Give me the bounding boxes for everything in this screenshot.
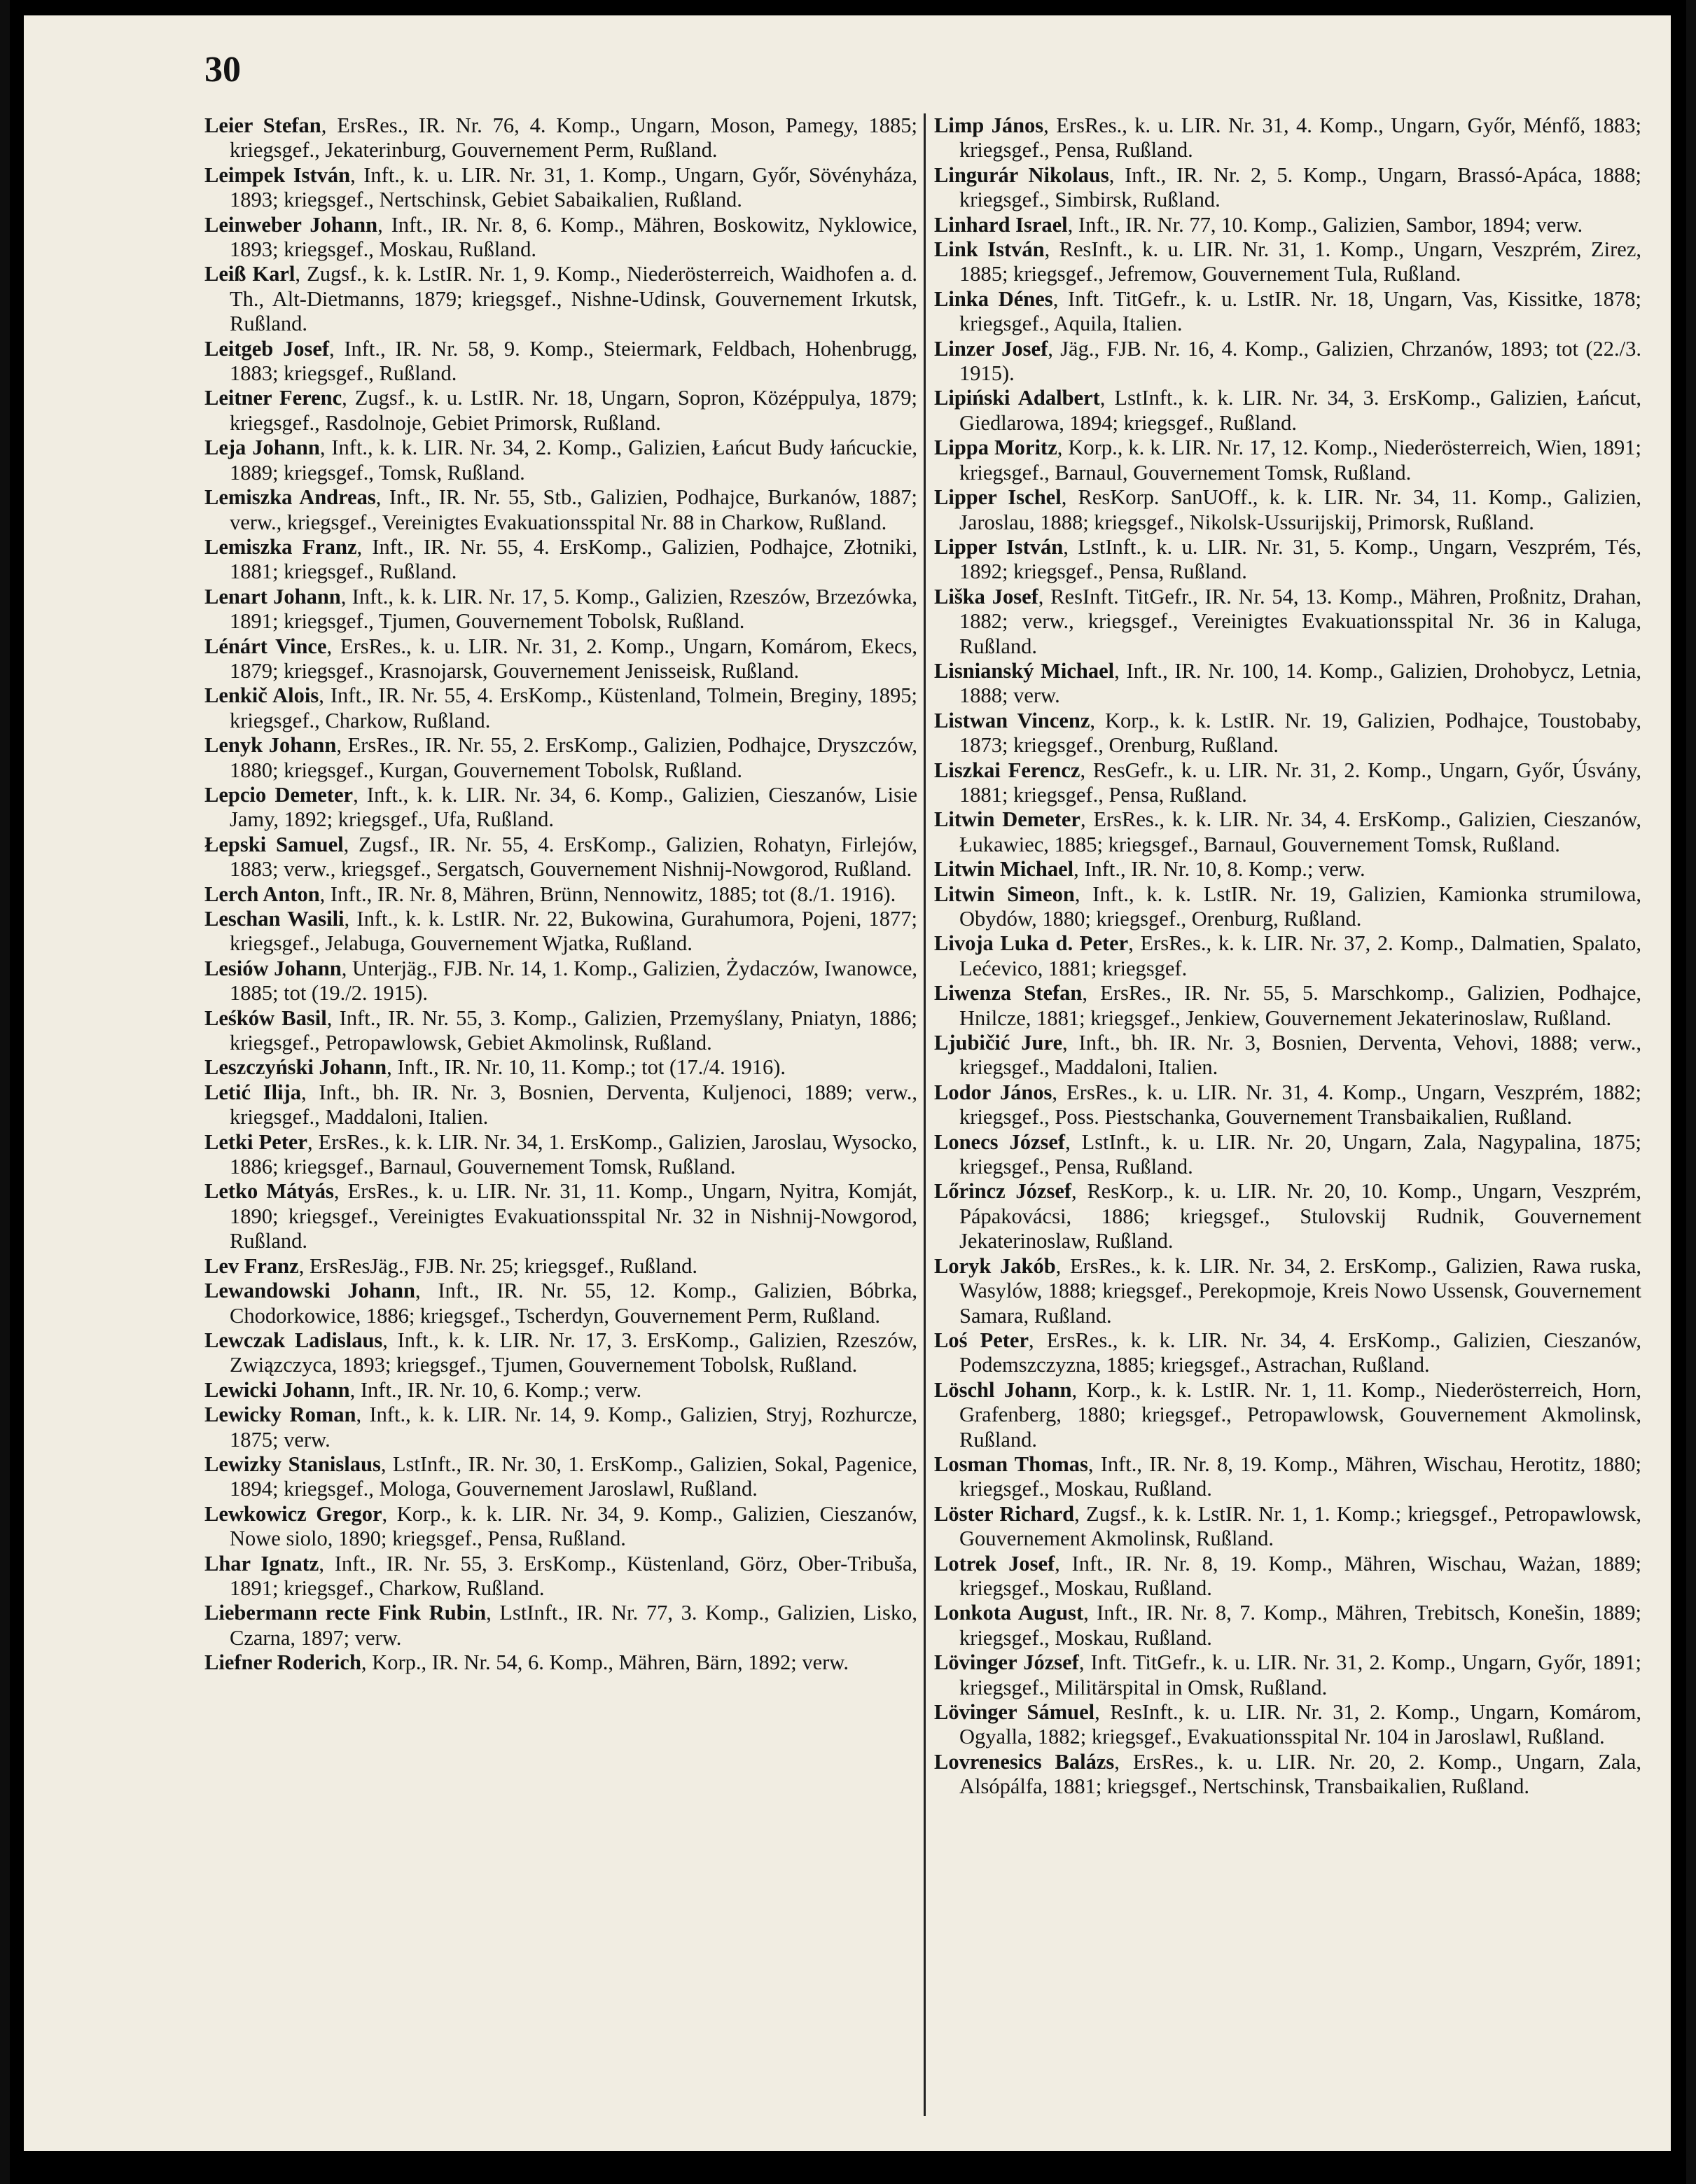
entry-name: Letki Peter: [204, 1129, 307, 1154]
entry: [204, 1502, 917, 1552]
entry-details: , Inft., IR. Nr. 100, 14. Komp., Galizien, Drohobycz, Letnia, 1888; verw.: [959, 658, 1641, 708]
entry: [204, 634, 917, 684]
entry-details: , LstInft., k. k. LIR. Nr. 34, 3. ErsKomp., Galizien, Łańcut, Giedlarowa, 1894; kriegsgef., Rußland.: [959, 386, 1641, 435]
entry-details: , ResInft. TitGefr., IR. Nr. 54, 13. Komp., Mähren, Proßnitz, Drahan, 1882; verw., kriegsgef., Vereinigtes Evakuationsspital Nr. 36 in Kaluga, Rußland.: [959, 584, 1641, 658]
entry-name: Leja Johann: [204, 436, 320, 460]
entry: [934, 758, 1641, 808]
entry-details: , Inft., k. k. LIR. Nr. 14, 9. Komp., Galizien, Stryj, Rozhurcze, 1875; verw.: [230, 1403, 917, 1452]
entry: [204, 1403, 917, 1452]
entry-name: Letić Ilija: [204, 1080, 301, 1104]
entry: [934, 337, 1641, 387]
entry-name: Leier Stefan: [204, 113, 321, 137]
entry-name: Loś Peter: [934, 1328, 1029, 1352]
entry-name: Liška Josef: [934, 584, 1038, 608]
entry-name: Lewczak Ladislaus: [204, 1328, 383, 1352]
entry-name: Lerch Anton: [204, 882, 320, 906]
entry-details: , Inft., bh. IR. Nr. 3, Bosnien, Derventa, Vehovi, 1888; verw., kriegsgef., Maddaloni, Italien.: [959, 1031, 1641, 1080]
entry: [204, 337, 917, 387]
entry: [934, 585, 1641, 659]
entry-name: Litwin Michael: [934, 857, 1074, 882]
entry-name: Listwan Vincenz: [934, 708, 1090, 732]
entry-name: Lewicky Roman: [204, 1403, 356, 1427]
entry: [204, 436, 917, 485]
entry-details: , Inft., IR. Nr. 8, Mähren, Brünn, Nennowitz, 1885; tot (8./1. 1916).: [319, 882, 896, 906]
right-column: [934, 113, 1641, 1800]
entry-details: , Inft., k. k. LstIR. Nr. 22, Bukowina, Gurahumora, Pojeni, 1877; kriegsgef., Jelabuga, Gouvernement Wjatka, Rußland.: [230, 907, 918, 956]
entry: [934, 1080, 1641, 1130]
entry: [934, 1179, 1641, 1253]
entry-name: Lövinger József: [934, 1650, 1079, 1675]
entry-name: Leitner Ferenc: [204, 386, 342, 410]
entry-details: , Inft. TitGefr., k. u. LIR. Nr. 31, 2. Komp., Ungarn, Győr, 1891; kriegsgef., Militärspital in Omsk, Rußland.: [959, 1650, 1642, 1699]
entry-details: , Jäg., FJB. Nr. 16, 4. Komp., Galizien, Chrzanów, 1893; tot (22./3. 1915).: [959, 336, 1641, 386]
entry-details: , Zugsf., IR. Nr. 55, 4. ErsKomp., Galizien, Rohatyn, Firlejów, 1883; verw., kriegsgef., Sergatsch, Gouvernement Nishnij-Nowgorod, Rußland.: [230, 832, 917, 882]
entry-details: , Inft., k. k. LIR. Nr. 17, 3. ErsKomp., Galizien, Rzeszów, Związczyca, 1893; kriegsgef., Tjumen, Gouvernement Tobolsk, Rußland.: [230, 1328, 917, 1377]
entry: [204, 585, 917, 634]
entry-name: Leschan Wasili: [204, 907, 345, 931]
entry-details: , Inft., IR. Nr. 55, 4. ErsKomp., Küstenland, Tolmein, Breginy, 1895; kriegsgef., Charkow, Rußland.: [230, 683, 917, 732]
entry-name: Lipper István: [934, 534, 1064, 559]
entry-name: Linzer Josef: [934, 336, 1048, 361]
entry-details: , Inft., IR. Nr. 10, 6. Komp.; verw.: [349, 1377, 642, 1402]
entry-name: Lewizky Stanislaus: [204, 1452, 381, 1476]
entry-details: , ResKorp. SanUOff., k. k. LIR. Nr. 34, 11. Komp., Galizien, Jaroslau, 1888; kriegsgef., Nikolsk-Ussurijskij, Primorsk, Rußland.: [959, 485, 1641, 534]
entry-details: , Korp., k. k. LIR. Nr. 34, 9. Komp., Galizien, Cieszanów, Nowe siolo, 1890; kriegsgef., Pensa, Rußland.: [230, 1501, 918, 1551]
entry-name: Losman Thomas: [934, 1452, 1088, 1476]
entry: [204, 1328, 917, 1378]
entry-details: , ErsRes., k. k. LIR. Nr. 34, 4. ErsKomp., Galizien, Cieszanów, Podemszczyzna, 1885; kriegsgef., Astrachan, Rußland.: [959, 1328, 1641, 1377]
entry: [204, 957, 917, 1006]
entry-name: Lénárt Vince: [204, 634, 327, 658]
entry-name: Liwenza Stefan: [934, 981, 1083, 1006]
entry: [934, 485, 1641, 535]
entry-name: Löster Richard: [934, 1501, 1075, 1526]
entry-details: , Inft., IR. Nr. 2, 5. Komp., Ungarn, Brassó-Apáca, 1888; kriegsgef., Simbirsk, Rußland.: [959, 162, 1641, 212]
entry: [204, 113, 917, 163]
entry-details: , ErsRes., IR. Nr. 55, 2. ErsKomp., Galizien, Podhajce, Dryszczów, 1880; kriegsgef., Kurgan, Gouvernement Tobolsk, Rußland.: [230, 733, 917, 782]
entry: [934, 709, 1641, 758]
entry-details: , LstInft., IR. Nr. 30, 1. ErsKomp., Galizien, Sokal, Pagenice, 1894; kriegsgef., Mologa, Gouvernement Jaroslawl, Rußland.: [230, 1452, 917, 1501]
entry-details: , Inft., k. u. LIR. Nr. 31, 1. Komp., Ungarn, Győr, Sövényháza, 1893; kriegsgef., Nertschinsk, Gebiet Sabaikalien, Rußland.: [230, 162, 917, 212]
entry-name: Lőrincz József: [934, 1179, 1072, 1204]
entry: [204, 907, 917, 957]
entry-details: , Inft., IR. Nr. 8, 6. Komp., Mähren, Boskowitz, Nyklowice, 1893; kriegsgef., Moskau, Rußland.: [230, 212, 917, 262]
entry-name: Leśków Basil: [204, 1006, 327, 1030]
entry-details: , ResGefr., k. u. LIR. Nr. 31, 2. Komp., Ungarn, Győr, Úsvány, 1881; kriegsgef., Pensa, Rußland.: [959, 758, 1642, 807]
entry-details: , Korp., k. k. LIR. Nr. 17, 12. Komp., Niederösterreich, Wien, 1891; kriegsgef., Barnaul, Gouvernement Tomsk, Rußland.: [959, 436, 1641, 485]
entry-name: Lewandowski Johann: [204, 1279, 416, 1303]
entry: [934, 807, 1641, 857]
entry-name: Linka Dénes: [934, 286, 1053, 311]
entry-name: Ljubičić Jure: [934, 1031, 1063, 1055]
entry: [204, 882, 917, 907]
entry: [934, 1254, 1641, 1328]
entry-name: Lingurár Nikolaus: [934, 162, 1109, 187]
entry: [204, 1378, 917, 1403]
entry-name: Lonkota August: [934, 1601, 1084, 1625]
entry-details: , Inft., IR. Nr. 77, 10. Komp., Galizien, Sambor, 1894; verw.: [1067, 212, 1583, 237]
entry-name: Łepski Samuel: [204, 832, 344, 856]
entry-details: , Unterjäg., FJB. Nr. 14, 1. Komp., Galizien, Żydaczów, Iwanowce, 1885; tot (19./2. 1915).: [230, 956, 917, 1006]
entry-details: , Inft., k. k. LstIR. Nr. 19, Galizien, Kamionka strumilowa, Obydów, 1880; kriegsgef., Orenburg, Rußland.: [959, 882, 1641, 931]
entry-details: , ResKorp., k. u. LIR. Nr. 20, 10. Komp., Ungarn, Veszprém, Pápakovácsi, 1886; kriegsgef., Stulovskij Rudnik, Gouvernement Jekaterinoslaw, Rußland.: [959, 1179, 1641, 1253]
entry-name: Lewicki Johann: [204, 1377, 350, 1402]
entry-name: Lewkowicz Gregor: [204, 1501, 382, 1526]
entry: [204, 535, 917, 585]
entry: [934, 287, 1641, 337]
entry-name: Lonecs József: [934, 1129, 1066, 1154]
entry: [934, 857, 1641, 882]
entry-name: Liefner Roderich: [204, 1650, 361, 1675]
entry-details: , ErsResJäg., FJB. Nr. 25; kriegsgef., Rußland.: [298, 1253, 697, 1278]
entry-name: Leszczyński Johann: [204, 1055, 387, 1080]
document-page: [24, 15, 1671, 2151]
entry: [934, 1601, 1641, 1650]
entry-details: , Inft., IR. Nr. 8, 7. Komp., Mähren, Trebitsch, Konešin, 1889; kriegsgef., Moskau, Rußland.: [959, 1601, 1641, 1650]
entry-name: Lhar Ignatz: [204, 1551, 319, 1576]
entry-details: , Inft., k. k. LIR. Nr. 34, 6. Komp., Galizien, Cieszanów, Lisie Jamy, 1892; kriegsgef., Ufa, Rußland.: [230, 782, 918, 832]
entry-name: Lovrenesics Balázs: [934, 1749, 1115, 1774]
entry: [204, 262, 917, 336]
entry-name: Litwin Demeter: [934, 807, 1080, 832]
entry-name: Loryk Jakób: [934, 1253, 1056, 1278]
entry-details: , Inft., IR. Nr. 55, 3. ErsKomp., Küstenland, Görz, Ober-Tribuša, 1891; kriegsgef., Charkow, Rußland.: [230, 1551, 917, 1600]
entry: [204, 213, 917, 263]
entry: [204, 733, 917, 783]
entry-name: Liebermann recte Fink Rubin: [204, 1601, 487, 1625]
entry-details: , Inft., bh. IR. Nr. 3, Bosnien, Derventa, Kuljenoci, 1889; verw., kriegsgef., Maddaloni, Italien.: [230, 1080, 917, 1129]
entry: [934, 386, 1641, 436]
entry: [934, 1700, 1641, 1750]
entry-details: , Korp., IR. Nr. 54, 6. Komp., Mähren, Bärn, 1892; verw.: [361, 1650, 849, 1675]
entry: [204, 163, 917, 213]
entry: [934, 1552, 1641, 1601]
entry-details: , ErsRes., IR. Nr. 76, 4. Komp., Ungarn, Moson, Pamegy, 1885; kriegsgef., Jekaterinburg, Gouvernement Perm, Rußland.: [230, 113, 918, 162]
entry-name: Löschl Johann: [934, 1377, 1072, 1402]
entry: [934, 163, 1641, 213]
entry-details: , Inft. TitGefr., k. u. LstIR. Nr. 18, Ungarn, Vas, Kissitke, 1878; kriegsgef., Aquila, Italien.: [959, 286, 1641, 336]
entry-details: , ErsRes., k. k. LIR. Nr. 34, 1. ErsKomp., Galizien, Jaroslau, Wysocko, 1886; kriegsgef., Barnaul, Gouvernement Tomsk, Rußland.: [230, 1129, 917, 1179]
entry-details: , ErsRes., IR. Nr. 55, 5. Marschkomp., Galizien, Podhajce, Hnilcze, 1881; kriegsgef., Jenkiew, Gouvernement Jekaterinoslaw, Rußland.: [959, 981, 1641, 1030]
entry-name: Lemiszka Andreas: [204, 485, 376, 510]
entry-details: , ErsRes., k. u. LIR. Nr. 31, 4. Komp., Ungarn, Győr, Ménfő, 1883; kriegsgef., Pensa, Rußland.: [959, 113, 1641, 162]
entry-name: Link István: [934, 237, 1045, 262]
entry: [204, 683, 917, 733]
entry-details: , LstInft., k. u. LIR. Nr. 31, 5. Komp., Ungarn, Veszprém, Tés, 1892; kriegsgef., Pensa, Rußland.: [959, 534, 1642, 584]
entry-details: , Korp., k. k. LstIR. Nr. 19, Galizien, Podhajce, Toustobaby, 1873; kriegsgef., Orenburg, Rußland.: [959, 708, 1642, 758]
left-column: [204, 113, 917, 1676]
entry-details: , ErsRes., k. u. LIR. Nr. 31, 4. Komp., Ungarn, Veszprém, 1882; kriegsgef., Poss. Piestschanka, Gouvernement Transbaikalien, Rußland.: [959, 1080, 1641, 1129]
entry: [934, 1750, 1641, 1800]
entry-name: Limp János: [934, 113, 1044, 137]
entry-details: , Inft., IR. Nr. 55, 4. ErsKomp., Galizien, Podhajce, Złotniki, 1881; kriegsgef., Rußland.: [230, 534, 917, 584]
entry-name: Leiß Karl: [204, 262, 296, 286]
entry: [934, 659, 1641, 709]
entry-name: Lippa Moritz: [934, 436, 1057, 460]
entry-details: , Inft., IR. Nr. 10, 11. Komp.; tot (17./4. 1916).: [387, 1055, 786, 1080]
page-number: 30: [204, 50, 241, 90]
entry-details: , Inft., IR. Nr. 10, 8. Komp.; verw.: [1073, 857, 1365, 882]
entry-details: , Inft., k. k. LIR. Nr. 17, 5. Komp., Galizien, Rzeszów, Brzezówka, 1891; kriegsgef., Tjumen, Gouvernement Tobolsk, Rußland.: [230, 584, 917, 634]
entry: [934, 882, 1641, 932]
entry: [934, 1031, 1641, 1080]
entry-name: Letko Mátyás: [204, 1179, 334, 1204]
entry-details: , Inft., k. k. LIR. Nr. 34, 2. Komp., Galizien, Łańcut Budy łańcuckie, 1889; kriegsgef., Tomsk, Rußland.: [230, 436, 917, 485]
entry-name: Livoja Luka d. Peter: [934, 931, 1129, 956]
entry-name: Leitgeb Josef: [204, 336, 330, 361]
entry-details: , Inft., IR. Nr. 58, 9. Komp., Steiermark, Feldbach, Hohenbrugg, 1883; kriegsgef., Rußland.: [230, 336, 917, 386]
entry: [934, 535, 1641, 585]
entry: [934, 436, 1641, 485]
entry: [934, 1502, 1641, 1552]
entry: [934, 981, 1641, 1031]
entry: [934, 213, 1641, 237]
entry-name: Leimpek István: [204, 162, 351, 187]
entry: [204, 485, 917, 535]
entry-details: , Zugsf., k. k. LstIR. Nr. 1, 9. Komp., Niederösterreich, Waidhofen a. d. Th., Alt-Dietmanns, 1879; kriegsgef., Nishne-Udinsk, Gouvernement Irkutsk, Rußland.: [230, 262, 917, 336]
entry: [934, 1650, 1641, 1700]
entry: [204, 833, 917, 882]
entry-details: , ErsRes., k. u. LIR. Nr. 31, 11. Komp., Ungarn, Nyitra, Komját, 1890; kriegsgef., Vereinigtes Evakuationsspital Nr. 32 in Nishnij-Nowgorod, Rußland.: [230, 1179, 917, 1253]
entry-details: , ErsRes., k. u. LIR. Nr. 20, 2. Komp., Ungarn, Zala, Alsópálfa, 1881; kriegsgef., Nertschinsk, Transbaikalien, Rußland.: [959, 1749, 1641, 1799]
entry: [934, 1378, 1641, 1452]
entry: [934, 1130, 1641, 1180]
entry-name: Lenyk Johann: [204, 733, 337, 758]
entry-details: , LstInft., k. u. LIR. Nr. 20, Ungarn, Zala, Nagypalina, 1875; kriegsgef., Pensa, Rußland.: [959, 1129, 1641, 1179]
entry: [934, 237, 1641, 287]
entry-details: , ErsRes., k. k. LIR. Nr. 34, 2. ErsKomp., Galizien, Rawa ruska, Wasylów, 1888; kriegsgef., Perekopmoje, Kreis Nowo Ussensk, Gouvernement Samara, Rußland.: [959, 1253, 1641, 1328]
entry-name: Lenart Johann: [204, 584, 341, 608]
entry: [934, 1328, 1641, 1378]
entry: [934, 1452, 1641, 1502]
entry-name: Lisnianský Michael: [934, 658, 1115, 683]
entry: [204, 1179, 917, 1253]
entry-name: Lotrek Josef: [934, 1551, 1055, 1576]
entry-name: Lenkič Alois: [204, 683, 319, 708]
scan-edge-right: [1686, 0, 1696, 2184]
entry-name: Litwin Simeon: [934, 882, 1075, 906]
entry-details: , LstInft., IR. Nr. 77, 3. Komp., Galizien, Lisko, Czarna, 1897; verw.: [230, 1601, 917, 1650]
entry: [204, 386, 917, 436]
entry-name: Lipper Ischel: [934, 485, 1062, 510]
entry: [204, 1279, 917, 1328]
entry-name: Lövinger Sámuel: [934, 1700, 1095, 1724]
entry-details: , Zugsf., k. k. LstIR. Nr. 1, 1. Komp.; kriegsgef., Petropawlowsk, Gouvernement Akmolinsk, Rußland.: [959, 1501, 1641, 1551]
entry-details: , ErsRes., k. k. LIR. Nr. 37, 2. Komp., Dalmatien, Spalato, Lećevico, 1881; kriegsgef.: [959, 931, 1641, 980]
entry: [204, 1130, 917, 1180]
entry-details: , Inft., IR. Nr. 55, 12. Komp., Galizien, Bóbrka, Chodorkowice, 1886; kriegsgef., Tscherdyn, Gouvernement Perm, Rußland.: [230, 1279, 917, 1328]
entry-name: Leinweber Johann: [204, 212, 378, 237]
entry-details: , ErsRes., k. u. LIR. Nr. 31, 2. Komp., Ungarn, Komárom, Ekecs, 1879; kriegsgef., Krasnojarsk, Gouvernement Jenisseisk, Rußland.: [230, 634, 917, 683]
entry-name: Lesiów Johann: [204, 956, 342, 980]
scan-edge-left: [0, 0, 10, 2184]
entry-details: , ErsRes., k. k. LIR. Nr. 34, 4. ErsKomp., Galizien, Cieszanów, Łukawiec, 1885; kriegsgef., Barnaul, Gouvernement Tomsk, Rußland.: [959, 807, 1641, 856]
entry-details: , ResInft., k. u. LIR. Nr. 31, 2. Komp., Ungarn, Komárom, Ogyalla, 1882; kriegsgef., Evakuationsspital Nr. 104 in Jaroslawl, Rußland.: [959, 1700, 1641, 1749]
entry-details: , Inft., IR. Nr. 55, 3. Komp., Galizien, Przemyślany, Pniatyn, 1886; kriegsgef., Petropawlowsk, Gebiet Akmolinsk, Rußland.: [230, 1006, 917, 1055]
entry-details: , Zugsf., k. u. LstIR. Nr. 18, Ungarn, Sopron, Középpulya, 1879; kriegsgef., Rasdolnoje, Gebiet Primorsk, Rußland.: [230, 386, 917, 435]
entry-details: , Inft., IR. Nr. 8, 19. Komp., Mähren, Wischau, Herotitz, 1880; kriegsgef., Moskau, Rußland.: [959, 1452, 1641, 1501]
entry: [204, 1055, 917, 1080]
entry-details: , Inft., IR. Nr. 8, 19. Komp., Mähren, Wischau, Ważan, 1889; kriegsgef., Moskau, Rußland.: [959, 1551, 1641, 1600]
entry-details: , ResInft., k. u. LIR. Nr. 31, 1. Komp., Ungarn, Veszprém, Zirez, 1885; kriegsgef., Jefremow, Gouvernement Tula, Rußland.: [959, 237, 1641, 286]
entry-name: Lipiński Adalbert: [934, 386, 1100, 410]
entry: [204, 1552, 917, 1601]
entry: [204, 783, 917, 833]
entry: [204, 1080, 917, 1130]
entry-name: Lev Franz: [204, 1253, 299, 1278]
entry-name: Lepcio Demeter: [204, 782, 354, 807]
entry-details: , Korp., k. k. LstIR. Nr. 1, 11. Komp., Niederösterreich, Horn, Grafenberg, 1880; kriegsgef., Petropawlowsk, Gouvernement Akmolinsk, Rußland.: [959, 1377, 1642, 1452]
entry: [204, 1006, 917, 1056]
entry-name: Lemiszka Franz: [204, 534, 357, 559]
entry: [204, 1452, 917, 1502]
entry: [204, 1650, 917, 1675]
entry: [934, 931, 1641, 981]
entry-name: Linhard Israel: [934, 212, 1068, 237]
entry: [204, 1254, 917, 1279]
entry-name: Liszkai Ferencz: [934, 758, 1080, 782]
entry-details: , Inft., IR. Nr. 55, Stb., Galizien, Podhajce, Burkanów, 1887; verw., kriegsgef., Vereinigtes Evakuationsspital Nr. 88 in Charkow, Rußland.: [230, 485, 918, 534]
entry: [934, 113, 1641, 163]
entry: [204, 1601, 917, 1650]
entry-name: Lodor János: [934, 1080, 1052, 1104]
column-divider: [924, 113, 926, 2116]
